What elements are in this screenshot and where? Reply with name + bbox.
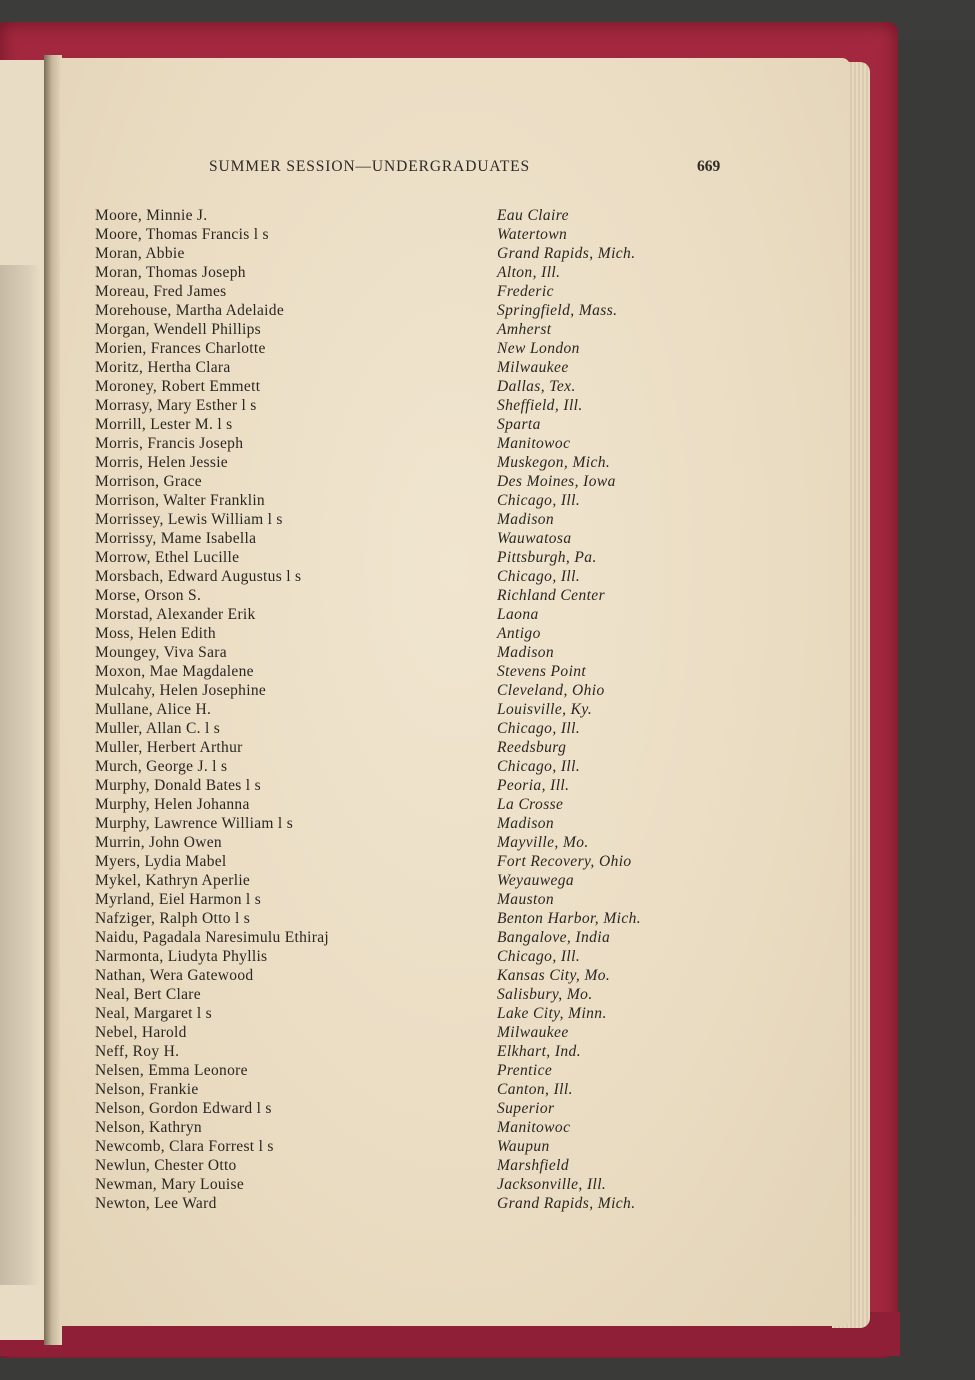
hometown: Madison <box>497 644 555 661</box>
list-item <box>95 1137 735 1156</box>
list-item <box>95 396 735 415</box>
facing-page-line <box>0 405 40 425</box>
list-item <box>95 225 735 244</box>
list-item <box>95 1099 735 1118</box>
facing-page-line <box>0 905 40 925</box>
facing-page-line <box>0 925 40 945</box>
list-item <box>95 890 735 909</box>
list-item <box>95 1004 735 1023</box>
student-name: Muller, Herbert Arthur <box>95 739 243 756</box>
student-name: Murch, George J. l s <box>95 758 228 775</box>
facing-page-line <box>0 1205 40 1225</box>
facing-page-line <box>0 445 40 465</box>
list-item <box>95 358 735 377</box>
student-name: Newlun, Chester Otto <box>95 1157 237 1174</box>
student-name: Moore, Minnie J. <box>95 207 208 224</box>
student-name: Moran, Thomas Joseph <box>95 264 246 281</box>
hometown: La Crosse <box>497 796 564 813</box>
list-item <box>95 966 735 985</box>
list-item <box>95 871 735 890</box>
student-name: Nelson, Kathryn <box>95 1119 202 1136</box>
hometown: Chicago, Ill. <box>497 948 581 965</box>
student-name: Morrill, Lester M. l s <box>95 416 233 433</box>
facing-page-line <box>0 385 40 405</box>
student-name: Morrow, Ethel Lucille <box>95 549 240 566</box>
facing-page-line <box>0 425 40 445</box>
list-item <box>95 643 735 662</box>
facing-page-line <box>0 1185 40 1205</box>
hometown: Des Moines, Iowa <box>497 473 616 490</box>
student-name: Morrasy, Mary Esther l s <box>95 397 257 414</box>
student-name: Nafziger, Ralph Otto l s <box>95 910 251 927</box>
facing-page-line <box>0 865 40 885</box>
hometown: Madison <box>497 511 555 528</box>
facing-page-line <box>0 485 40 505</box>
hometown: Stevens Point <box>497 663 587 680</box>
student-name: Murphy, Donald Bates l s <box>95 777 261 794</box>
facing-page-line <box>0 1145 40 1165</box>
list-item <box>95 738 735 757</box>
facing-page-line <box>0 1105 40 1125</box>
student-name: Murphy, Helen Johanna <box>95 796 250 813</box>
list-item <box>95 282 735 301</box>
hometown: Bangalove, India <box>497 929 611 946</box>
student-name: Morehouse, Martha Adelaide <box>95 302 285 319</box>
student-name: Moss, Helen Edith <box>95 625 216 642</box>
student-name: Newton, Lee Ward <box>95 1195 217 1212</box>
list-item <box>95 453 735 472</box>
facing-page-line <box>0 705 40 725</box>
student-name: Moran, Abbie <box>95 245 185 262</box>
facing-page-line <box>0 1225 40 1245</box>
student-name: Moxon, Mae Magdalene <box>95 663 254 680</box>
hometown: Reedsburg <box>497 739 567 756</box>
list-item <box>95 795 735 814</box>
hometown: Fort Recovery, Ohio <box>497 853 632 870</box>
student-name: Neal, Bert Clare <box>95 986 201 1003</box>
hometown: Sparta <box>497 416 541 433</box>
student-name: Nebel, Harold <box>95 1024 187 1041</box>
facing-page-line <box>0 945 40 965</box>
hometown: Canton, Ill. <box>497 1081 573 1098</box>
facing-page-line <box>0 285 40 305</box>
student-name: Nelson, Frankie <box>95 1081 199 1098</box>
list-item <box>95 434 735 453</box>
list-item <box>95 1080 735 1099</box>
student-name: Morstad, Alexander Erik <box>95 606 256 623</box>
list-item <box>95 719 735 738</box>
hometown: Frederic <box>497 283 554 300</box>
student-name: Morrison, Grace <box>95 473 202 490</box>
facing-page-line <box>0 1065 40 1085</box>
running-head: SUMMER SESSION—UNDERGRADUATES <box>209 158 531 175</box>
hometown: Peoria, Ill. <box>497 777 570 794</box>
student-name: Morrison, Walter Franklin <box>95 492 265 509</box>
hometown: Springfield, Mass. <box>497 302 618 319</box>
student-name: Muller, Allan C. l s <box>95 720 221 737</box>
facing-page-line <box>0 345 40 365</box>
student-name: Narmonta, Liudyta Phyllis <box>95 948 268 965</box>
hometown: Watertown <box>497 226 568 243</box>
hometown: Milwaukee <box>497 1024 569 1041</box>
list-item <box>95 1194 735 1213</box>
facing-page-line <box>0 625 40 645</box>
hometown: Madison <box>497 815 555 832</box>
hometown: Waupun <box>497 1138 550 1155</box>
student-name: Moreau, Fred James <box>95 283 227 300</box>
student-name: Morrissy, Mame Isabella <box>95 530 257 547</box>
list-item <box>95 928 735 947</box>
student-name: Nathan, Wera Gatewood <box>95 967 254 984</box>
facing-page-line <box>0 265 40 285</box>
hometown: Louisville, Ky. <box>497 701 593 718</box>
facing-page-line <box>0 325 40 345</box>
list-item <box>95 833 735 852</box>
hometown: Weyauwega <box>497 872 575 889</box>
page-header <box>0 158 975 178</box>
hometown: Grand Rapids, Mich. <box>497 1195 636 1212</box>
hometown: Laona <box>497 606 539 623</box>
student-name: Moritz, Hertha Clara <box>95 359 231 376</box>
student-directory-list <box>95 206 735 1213</box>
facing-page-line <box>0 365 40 385</box>
list-item <box>95 510 735 529</box>
hometown: Mauston <box>497 891 555 908</box>
facing-page-line <box>0 1005 40 1025</box>
hometown: Cleveland, Ohio <box>497 682 605 699</box>
hometown: Lake City, Minn. <box>497 1005 607 1022</box>
student-name: Moroney, Robert Emmett <box>95 378 261 395</box>
hometown: Marshfield <box>497 1157 570 1174</box>
list-item <box>95 320 735 339</box>
student-name: Neal, Margaret l s <box>95 1005 213 1022</box>
list-item <box>95 206 735 225</box>
facing-page-line <box>0 1165 40 1185</box>
student-name: Naidu, Pagadala Naresimulu Ethiraj <box>95 929 330 946</box>
list-item <box>95 301 735 320</box>
hometown: Jacksonville, Ill. <box>497 1176 607 1193</box>
facing-page-line <box>0 665 40 685</box>
facing-page-line <box>0 1265 40 1285</box>
hometown: Elkhart, Ind. <box>497 1043 581 1060</box>
student-name: Myrland, Eiel Harmon l s <box>95 891 262 908</box>
facing-page-line <box>0 545 40 565</box>
hometown: Wauwatosa <box>497 530 572 547</box>
hometown: Richland Center <box>497 587 606 604</box>
hometown: Prentice <box>497 1062 553 1079</box>
hometown: Alton, Ill. <box>497 264 561 281</box>
student-name: Morris, Francis Joseph <box>95 435 244 452</box>
list-item <box>95 1175 735 1194</box>
list-item <box>95 1023 735 1042</box>
list-item <box>95 586 735 605</box>
list-item <box>95 985 735 1004</box>
facing-page-line <box>0 745 40 765</box>
facing-page-line <box>0 605 40 625</box>
student-name: Newman, Mary Louise <box>95 1176 245 1193</box>
facing-page-line <box>0 725 40 745</box>
student-name: Morgan, Wendell Phillips <box>95 321 261 338</box>
list-item <box>95 1118 735 1137</box>
hometown: Dallas, Tex. <box>497 378 576 395</box>
student-name: Morris, Helen Jessie <box>95 454 228 471</box>
facing-page-line <box>0 1045 40 1065</box>
student-name: Murrin, John Owen <box>95 834 222 851</box>
hometown: Chicago, Ill. <box>497 720 581 737</box>
hometown: Salisbury, Mo. <box>497 986 593 1003</box>
facing-page-line <box>0 825 40 845</box>
facing-page-line <box>0 985 40 1005</box>
hometown: Chicago, Ill. <box>497 568 581 585</box>
facing-page-line <box>0 505 40 525</box>
facing-page-line <box>0 1085 40 1105</box>
list-item <box>95 491 735 510</box>
list-item <box>95 852 735 871</box>
list-item <box>95 624 735 643</box>
list-item <box>95 757 735 776</box>
list-item <box>95 472 735 491</box>
facing-page-line <box>0 565 40 585</box>
facing-page-line <box>0 685 40 705</box>
facing-page-line <box>0 1025 40 1045</box>
facing-page-line <box>0 845 40 865</box>
list-item <box>95 244 735 263</box>
list-item <box>95 263 735 282</box>
student-name: Neff, Roy H. <box>95 1043 180 1060</box>
list-item <box>95 567 735 586</box>
hometown: New London <box>497 340 580 357</box>
facing-page-line <box>0 1245 40 1265</box>
list-item <box>95 1156 735 1175</box>
student-name: Morse, Orson S. <box>95 587 202 604</box>
list-item <box>95 662 735 681</box>
facing-page-line <box>0 465 40 485</box>
hometown: Pittsburgh, Pa. <box>497 549 597 566</box>
hometown: Kansas City, Mo. <box>497 967 611 984</box>
student-name: Mulcahy, Helen Josephine <box>95 682 267 699</box>
page-number: 669 <box>697 158 721 175</box>
list-item <box>95 1042 735 1061</box>
facing-page-line <box>0 765 40 785</box>
hometown: Amherst <box>497 321 552 338</box>
facing-page-line <box>0 885 40 905</box>
hometown: Mayville, Mo. <box>497 834 589 851</box>
student-name: Newcomb, Clara Forrest l s <box>95 1138 274 1155</box>
list-item <box>95 377 735 396</box>
list-item <box>95 947 735 966</box>
student-name: Mullane, Alice H. <box>95 701 212 718</box>
student-name: Moungey, Viva Sara <box>95 644 227 661</box>
student-name: Morien, Frances Charlotte <box>95 340 266 357</box>
facing-page-line <box>0 645 40 665</box>
hometown: Superior <box>497 1100 555 1117</box>
list-item <box>95 529 735 548</box>
list-item <box>95 814 735 833</box>
list-item <box>95 776 735 795</box>
list-item <box>95 700 735 719</box>
facing-page-line <box>0 1125 40 1145</box>
student-name: Myers, Lydia Mabel <box>95 853 227 870</box>
facing-page-text-fragments <box>0 265 40 1285</box>
list-item <box>95 1061 735 1080</box>
student-name: Morrissey, Lewis William l s <box>95 511 283 528</box>
hometown: Milwaukee <box>497 359 569 376</box>
student-name: Murphy, Lawrence William l s <box>95 815 294 832</box>
student-name: Mykel, Kathryn Aperlie <box>95 872 251 889</box>
hometown: Chicago, Ill. <box>497 492 581 509</box>
facing-page-line <box>0 965 40 985</box>
list-item <box>95 909 735 928</box>
hometown: Manitowoc <box>497 1119 571 1136</box>
student-name: Moore, Thomas Francis l s <box>95 226 269 243</box>
hometown: Eau Claire <box>497 207 569 224</box>
student-name: Nelsen, Emma Leonore <box>95 1062 248 1079</box>
hometown: Manitowoc <box>497 435 571 452</box>
hometown: Benton Harbor, Mich. <box>497 910 642 927</box>
list-item <box>95 605 735 624</box>
list-item <box>95 415 735 434</box>
hometown: Sheffield, Ill. <box>497 397 583 414</box>
facing-page-line <box>0 525 40 545</box>
list-item <box>95 339 735 358</box>
list-item <box>95 548 735 567</box>
facing-page-edge <box>0 60 46 1340</box>
hometown: Chicago, Ill. <box>497 758 581 775</box>
student-name: Morsbach, Edward Augustus l s <box>95 568 302 585</box>
facing-page-line <box>0 305 40 325</box>
hometown: Muskegon, Mich. <box>497 454 611 471</box>
facing-page-line <box>0 585 40 605</box>
facing-page-line <box>0 785 40 805</box>
facing-page-line <box>0 805 40 825</box>
hometown: Grand Rapids, Mich. <box>497 245 636 262</box>
student-name: Nelson, Gordon Edward l s <box>95 1100 272 1117</box>
list-item <box>95 681 735 700</box>
hometown: Antigo <box>497 625 541 642</box>
